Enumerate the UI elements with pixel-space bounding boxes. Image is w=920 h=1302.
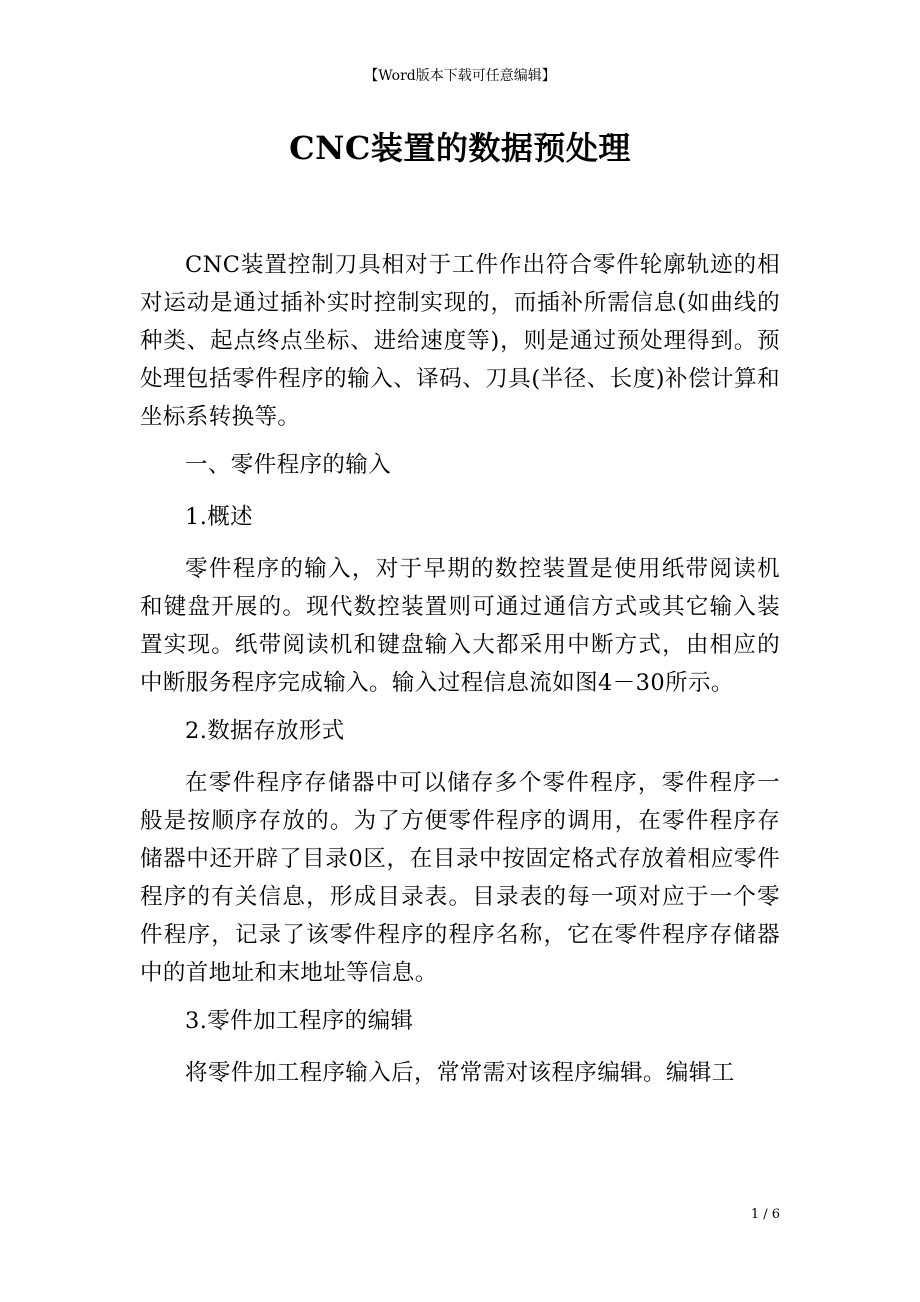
subheading-editing: 3.零件加工程序的编辑 [185,1008,414,1034]
paragraph-overview: 零件程序的输入，对于早期的数控装置是使用纸带阅读机和键盘开展的。现代数控装置则可通过通信方式或其它输入装置实现。纸带阅读机和键盘输入大都采用中断方式，由相应的中断服务程序完成输入。输入过程信息流如图4－30所示。 [140,556,780,696]
paragraph-storage: 在零件程序存储器中可以储存多个零件程序，零件程序一般是按顺序存放的。为了方便零件程序的调用，在零件程序存储器中还开辟了目录0区，在目录中按固定格式存放着相应零件程序的有关信息，形成目录表。目录表的每一项对应于一个零件程序，记录了该零件程序的程序名称，它在零件程序存储器中的首地址和末地址等信息。 [140,770,780,986]
section-heading-input: 一、零件程序的输入 [185,452,392,478]
subheading-overview: 1.概述 [185,504,254,530]
paragraph-editing: 将零件加工程序输入后，常常需对该程序编辑。编辑工 [185,1060,735,1086]
subheading-storage: 2.数据存放形式 [185,718,345,744]
page-number: 1 / 6 [750,1207,780,1222]
intro-paragraph: CNC装置控制刀具相对于工件作出符合零件轮廓轨迹的相对运动是通过插补实时控制实现的，而插补所需信息(如曲线的种类、起点终点坐标、进给速度等)，则是通过预处理得到。预处理包括零件程序的输入、译码、刀具(半径、长度)补偿计算和坐标系转换等。 [140,252,780,430]
document-title: CNC装置的数据预处理 [289,129,631,167]
download-note: 【Word版本下载可任意编辑】 [364,68,556,84]
document-body [140,246,780,1102]
